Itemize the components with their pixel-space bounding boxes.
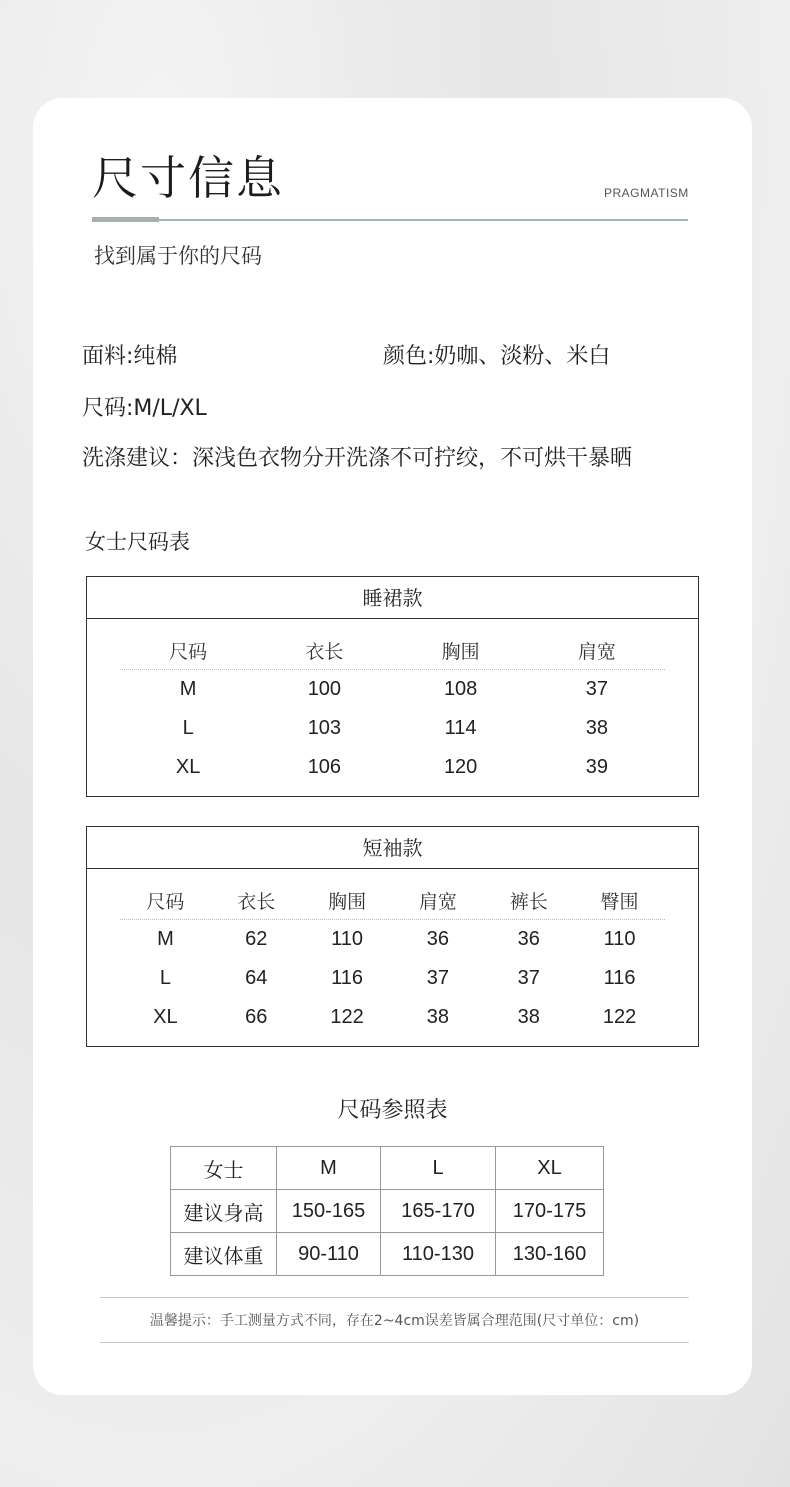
table-cell: 110 — [603, 928, 636, 950]
table-cell: 36 — [426, 928, 450, 950]
column-header: 尺码 — [146, 891, 185, 913]
table-cell: 64 — [245, 967, 268, 989]
table-cell: 39 — [585, 756, 608, 778]
row-label: 建议身高 — [171, 1190, 277, 1233]
column-header: 裤长 — [509, 891, 548, 913]
section-label: 女士尺码表 — [85, 530, 190, 554]
table-cell: 38 — [517, 1006, 540, 1028]
table-cell: 116 — [603, 967, 636, 989]
column-header: 臀围 — [600, 891, 639, 913]
table-row — [120, 748, 665, 787]
column-header: L — [381, 1147, 496, 1190]
title-divider-accent — [92, 217, 159, 222]
measurement-note: 温馨提示：手工测量方式不同，存在2~4cm误差皆属合理范围(尺寸单位：cm) — [149, 1313, 640, 1329]
table-cell: 114 — [444, 717, 477, 739]
table-cell: 122 — [602, 1006, 637, 1028]
table-cell: 66 — [245, 1006, 268, 1028]
table-cell: 103 — [307, 717, 342, 739]
column-header: M — [277, 1147, 381, 1190]
note-divider-bottom — [100, 1342, 689, 1343]
table-row — [171, 1233, 604, 1276]
table-title: 短袖款 — [87, 827, 698, 869]
column-header: 肩宽 — [418, 891, 457, 913]
table-cell: 122 — [330, 1006, 364, 1028]
table-row — [120, 670, 665, 709]
table-row — [120, 959, 665, 998]
table-cell: 36 — [517, 928, 540, 950]
table-header-row — [171, 1147, 604, 1190]
table-row — [171, 1190, 604, 1233]
page-title: 尺寸信息 — [92, 151, 284, 205]
column-header: 胸围 — [441, 641, 480, 663]
reference-size-table — [170, 1146, 604, 1276]
table-cell: 37 — [517, 967, 540, 989]
table-cell: 116 — [331, 967, 364, 989]
table-cell: 37 — [426, 967, 450, 989]
color-info: 颜色:奶咖、淡粉、米白 — [383, 344, 611, 369]
table-cell: 130-160 — [496, 1233, 604, 1276]
table-row — [120, 709, 665, 748]
table-grid — [120, 882, 665, 1037]
table-cell: 100 — [307, 678, 342, 700]
table-cell: 90-110 — [277, 1233, 381, 1276]
page-subtitle: 找到属于你的尺码 — [94, 244, 262, 268]
table-cell: L — [182, 717, 194, 739]
short-sleeve-size-table — [86, 826, 699, 1047]
table-row — [120, 998, 665, 1037]
table-cell: 62 — [245, 928, 268, 950]
brand-label: PRAGMATISM — [604, 186, 689, 200]
table-cell: 150-165 — [277, 1190, 381, 1233]
table-cell: 38 — [585, 717, 608, 739]
column-header: 尺码 — [169, 641, 208, 663]
column-header: 衣长 — [305, 641, 344, 663]
table-row — [120, 920, 665, 959]
table-cell: M — [179, 678, 197, 700]
table-cell: 170-175 — [496, 1190, 604, 1233]
table-cell: 108 — [443, 678, 478, 700]
title-divider — [92, 219, 688, 221]
washing-info: 洗涤建议：深浅色衣物分开洗涤不可拧绞，不可烘干暴晒 — [82, 446, 633, 471]
table-cell: 120 — [443, 756, 478, 778]
table-cell: M — [157, 928, 174, 950]
sizes-info: 尺码:M/L/XL — [82, 396, 207, 421]
table-cell: 37 — [585, 678, 608, 700]
table-cell: 110 — [331, 928, 364, 950]
nightdress-size-table — [86, 576, 699, 797]
table-cell: 106 — [307, 756, 342, 778]
table-title: 睡裙款 — [87, 577, 698, 619]
note-divider-top — [100, 1297, 689, 1298]
table-cell: 110-130 — [381, 1233, 496, 1276]
column-header: 肩宽 — [577, 641, 616, 663]
table-cell: 38 — [426, 1006, 450, 1028]
column-header: 胸围 — [328, 891, 367, 913]
table-header-row — [120, 632, 665, 670]
fabric-info: 面料:纯棉 — [82, 344, 178, 369]
size-info-card — [33, 98, 752, 1395]
column-header: 女士 — [171, 1147, 277, 1190]
table-cell: L — [159, 967, 171, 989]
reference-title: 尺码参照表 — [337, 1098, 448, 1123]
table-cell: XL — [175, 756, 201, 778]
row-label: 建议体重 — [171, 1233, 277, 1276]
column-header: XL — [496, 1147, 604, 1190]
table-header-row — [120, 882, 665, 920]
table-cell: 165-170 — [381, 1190, 496, 1233]
column-header: 衣长 — [237, 891, 276, 913]
table-grid — [120, 632, 665, 787]
table-cell: XL — [153, 1006, 178, 1028]
